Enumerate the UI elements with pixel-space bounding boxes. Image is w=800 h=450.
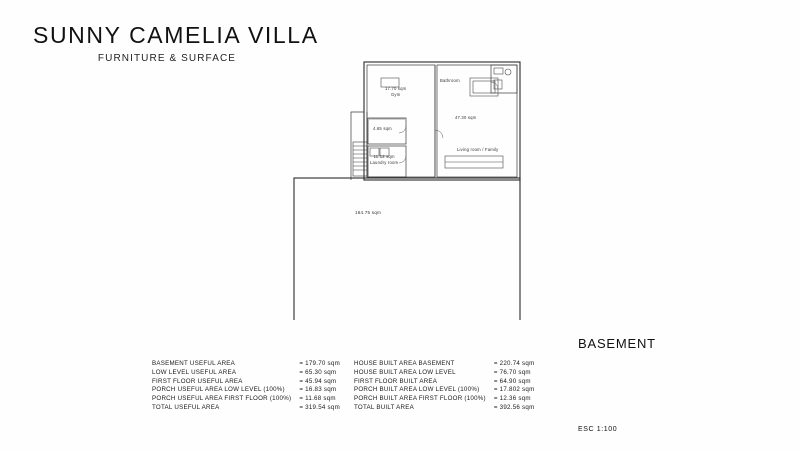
- schedule-row-value: = 45.94 sqm: [299, 377, 337, 385]
- room-label-bathroom: [440, 78, 460, 84]
- stairs: [353, 142, 367, 176]
- useful-names: [152, 360, 291, 413]
- schedule-row-value: = 11.68 sqm: [299, 395, 336, 403]
- room-name-laundry: Laundry room: [370, 160, 399, 166]
- area-schedule-useful: [152, 360, 340, 413]
- room-name-living: Living room / Family: [457, 147, 499, 152]
- floor-plan-svg: [285, 60, 540, 320]
- room-area-storage: 4.65 sqm: [373, 126, 392, 131]
- room-label-storage: [373, 126, 392, 132]
- built-values: [486, 360, 535, 413]
- schedule-row-label: FIRST FLOOR USEFUL AREA: [152, 377, 243, 385]
- room-label-gym: [385, 86, 406, 99]
- schedule-row-value: = 64.90 sqm: [493, 377, 531, 385]
- title-block: [33, 22, 363, 64]
- schedule-row-value: = 179.70 sqm: [299, 360, 340, 367]
- schedule-row-label: PORCH USEFUL AREA LOW LEVEL (100%): [152, 386, 285, 394]
- schedule-row-label: TOTAL BUILT AREA: [353, 403, 415, 411]
- schedule-row-label: TOTAL USEFUL AREA: [152, 403, 220, 411]
- level-title: BASEMENT: [578, 336, 656, 351]
- page-title: SUNNY CAMELIA VILLA: [33, 22, 319, 48]
- schedule-row-label: PORCH BUILT AREA FIRST FLOOR (100%): [353, 395, 486, 403]
- room-label-porch-lower: [355, 210, 381, 217]
- built-names: [354, 360, 486, 413]
- schedule-row-label: LOW LEVEL USEFUL AREA: [152, 368, 237, 376]
- schedule-row-label: HOUSE BUILT AREA BASEMENT: [353, 360, 455, 367]
- room-name-gym: Gym: [390, 92, 401, 98]
- schedule-row-value: = 17.802 sqm: [493, 386, 535, 394]
- schedule-row-label: FIRST FLOOR BUILT AREA: [353, 377, 438, 385]
- schedule-row-value: = 12.36 sqm: [493, 395, 531, 403]
- room-label-laundry: [370, 154, 398, 167]
- room-label-living: [455, 115, 476, 121]
- room-area-laundry: 11.12 sqm: [373, 154, 395, 159]
- room-area-living: 47.30 sqm: [455, 115, 477, 120]
- schedule-row-label: BASEMENT USEFUL AREA: [152, 360, 236, 367]
- area-schedule: [152, 360, 535, 413]
- schedule-row-value: = 16.83 sqm: [299, 386, 337, 394]
- schedule-row-value: = 319.54 sqm: [299, 403, 340, 411]
- room-label-living-name: [457, 147, 498, 153]
- room-area-gym: 17.70 sqm: [385, 86, 407, 91]
- area-schedule-built: [340, 360, 535, 413]
- schedule-row-label: PORCH BUILT AREA LOW LEVEL (100%): [353, 386, 480, 394]
- page-subtitle: FURNITURE & SURFACE: [97, 53, 237, 64]
- schedule-row-label: HOUSE BUILT AREA LOW LEVEL: [353, 368, 456, 376]
- floor-plan: [285, 60, 540, 320]
- room-area-porch-lower: 164.75 sqm: [355, 210, 382, 215]
- schedule-row-label: PORCH USEFUL AREA FIRST FLOOR (100%): [152, 395, 292, 403]
- scale-label: ESC 1:100: [578, 426, 618, 433]
- schedule-row-value: = 220.74 sqm: [493, 360, 535, 367]
- room-name-bathroom: Bathroom: [440, 78, 460, 83]
- schedule-row-value: = 65.30 sqm: [299, 368, 337, 376]
- schedule-row-value: = 392.56 sqm: [493, 403, 535, 411]
- schedule-row-value: = 76.70 sqm: [493, 368, 531, 376]
- useful-values: [291, 360, 340, 413]
